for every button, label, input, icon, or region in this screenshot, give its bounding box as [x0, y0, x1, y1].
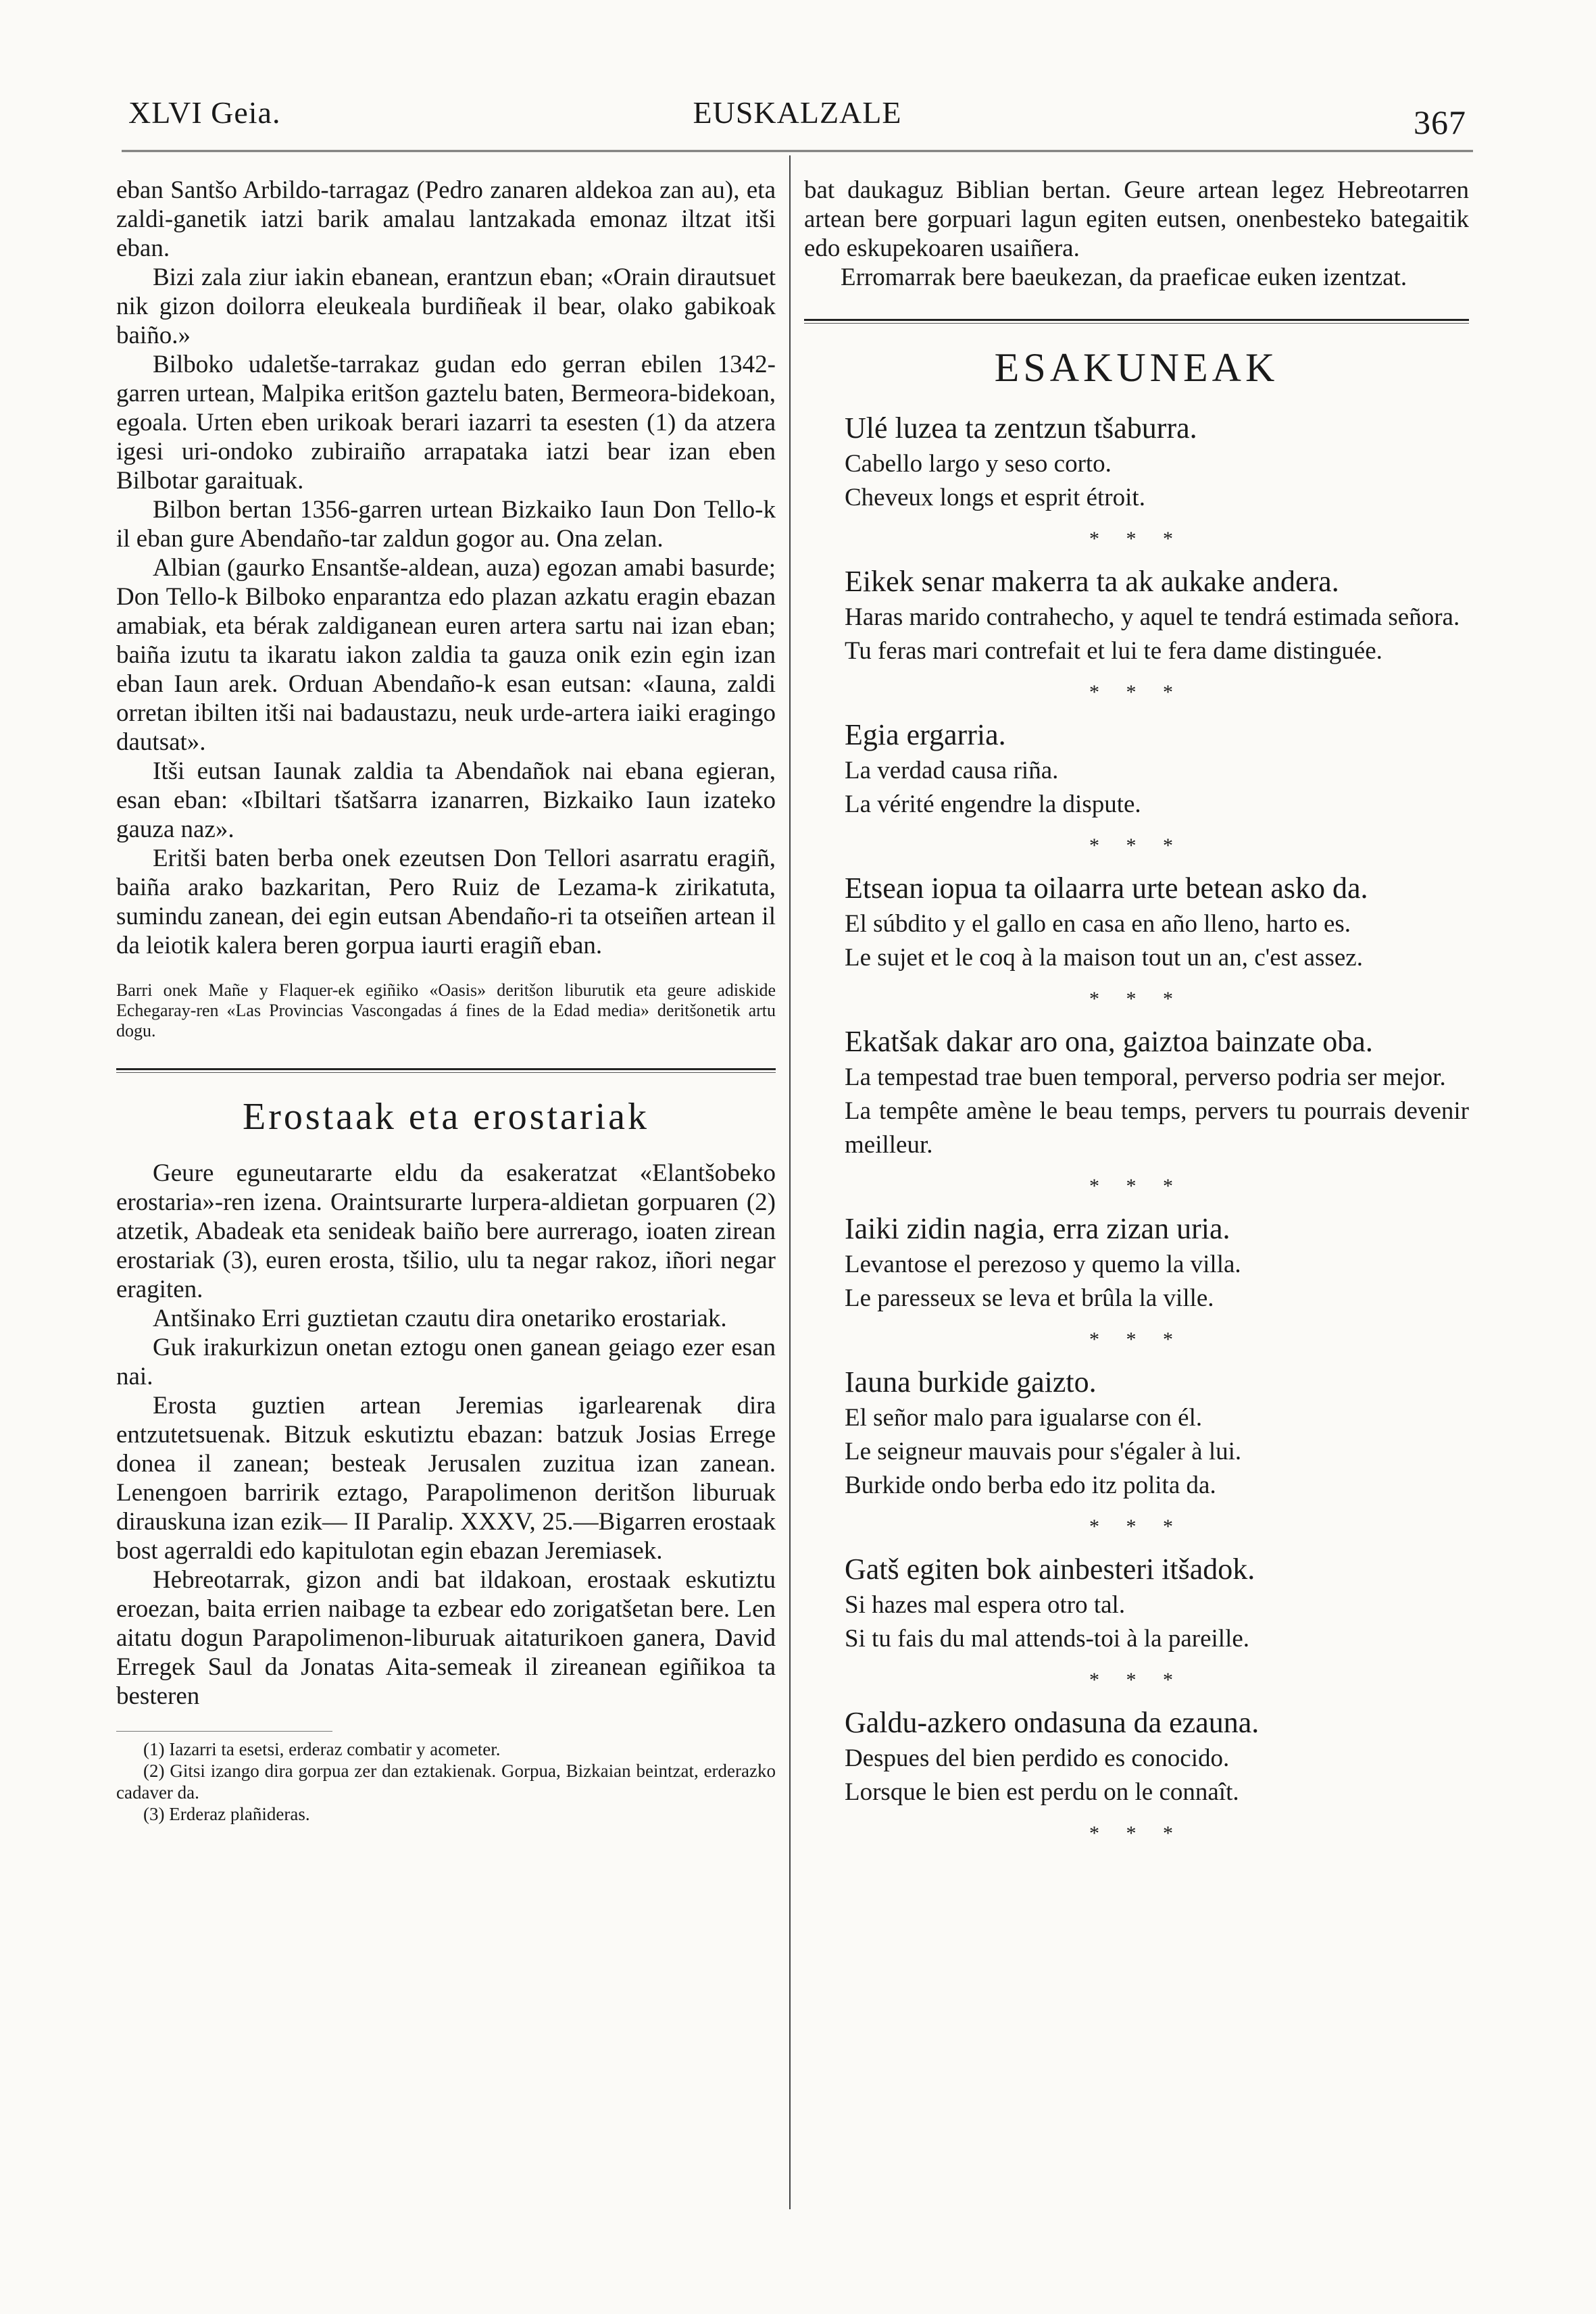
proverb-item — [845, 1551, 1469, 1656]
proverb-basque: Egia ergarria. — [845, 718, 1006, 751]
paragraph: Erosta guztien artean Jeremias igarlearenak dira entzutetsuenak. Bitzuk eskutiztu ebazan: batzuk Josias Errege donea il zanean; besteak Jerusalen zuzitua izan zanean. Lenengoen barririk eztago, Parapolimenon deritšon liburuak dirauskuna izan ezik— II Paralip. XXXV, 25.—Bigarren erostaak bost agerraldi edo kapitulotan egin ebazan Jeremiasek. — [116, 1392, 776, 1565]
footnote-rule — [116, 1731, 332, 1738]
separator-stars: * * * — [1089, 1669, 1184, 1691]
separator-stars: * * * — [1089, 1175, 1184, 1197]
proverb-basque: Iauna burkide gaizto. — [845, 1365, 1097, 1399]
proverb-item — [845, 716, 1469, 822]
footnote: (2) Gitsi izango dira gorpua zer dan eztakienak. Gorpua, Bizkaian beintzat, erderazko cadaver da. — [116, 1761, 776, 1803]
proverb-item — [845, 409, 1469, 515]
header-rule — [122, 150, 1473, 152]
proverb-basque: Etsean iopua ta oilaarra urte betean asko da. — [845, 872, 1368, 905]
proverb-spanish: Levantose el perezoso y quemo la villa. — [845, 1251, 1241, 1278]
separator-stars: * * * — [1089, 528, 1184, 550]
proverb-spanish: Despues del bien perdido es conocido. — [845, 1744, 1230, 1772]
proverb-french: Si tu fais du mal attends-toi à la pareille. — [845, 1625, 1250, 1653]
proverb-basque: Gatš egiten bok ainbesteri itšadok. — [845, 1553, 1255, 1586]
section-rule — [804, 319, 1469, 324]
proverb-spanish: Si hazes mal espera otro tal. — [845, 1591, 1126, 1619]
proverb-basque: Iaiki zidin nagia, erra zizan uria. — [845, 1212, 1230, 1245]
proverb-spanish: Cabello largo y seso corto. — [845, 450, 1112, 478]
right-column — [804, 176, 1469, 1855]
proverb-spanish: Haras marido contrahecho, y aquel te tendrá estimada señora. — [845, 603, 1460, 631]
section-rule — [116, 1068, 776, 1073]
separator-stars: * * * — [1089, 988, 1184, 1010]
paragraph: Bilboko udaletše-tarrakaz gudan edo gerran ebilen 1342-garren urtean, Malpika eritšon gaztelu baten, Bermeora-bidekoan, egoala. Urten eben urikoak berari iazarri ta esesten (1) da atzera igesi uri-ondoko zubiraiño arrapataka iatzi bear izan eben Bilbotar garaituak. — [116, 351, 776, 495]
proverb-french: La vérité engendre la dispute. — [845, 790, 1141, 818]
paragraph: Antšinako Erri guztietan czautu dira onetariko erostariak. — [153, 1305, 727, 1332]
proverb-french: Lorsque le bien est perdu on le connaît. — [845, 1778, 1239, 1806]
proverb-item — [845, 870, 1469, 975]
section-title: Erostaak eta erostariak — [243, 1096, 649, 1138]
separator-stars: * * * — [1089, 1822, 1184, 1844]
paragraph: Itši eutsan Iaunak zaldia ta Abendañok nai ebana egieran, esan eban: «Ibiltari tšatšarra izanarren, Bizkaiko Iaun izateko gauza naz». — [116, 757, 776, 843]
proverb-spanish: El señor malo para igualarse con él. — [845, 1404, 1203, 1432]
left-column — [116, 176, 776, 1825]
separator-stars: * * * — [1089, 681, 1184, 703]
proverb-item — [845, 1023, 1469, 1162]
separator-stars: * * * — [1089, 1328, 1184, 1351]
source-note: Barri onek Mañe y Flaquer-ek egiñiko «Oasis» deritšon liburutik eta geure adiskide Echegaray-ren «Las Provincias Vascongadas á fines de la Edad media» deritšonetik artu dogu. — [116, 980, 776, 1040]
proverb-french: Cheveux longs et esprit étroit. — [845, 484, 1145, 511]
paragraph: bat daukaguz Biblian bertan. Geure artean legez Hebreotarren artean bere gorpuari lagun egiten eutsen, onenbesteko bategaitik edo eskupekoaren usaiñera. — [804, 176, 1469, 262]
section-title: ESAKUNEAK — [994, 345, 1279, 390]
journal-title: EUSKALZALE — [693, 95, 902, 130]
proverb-item — [845, 1363, 1469, 1503]
footnote: (1) Iazarri ta esetsi, erderaz combatir y acometer. — [143, 1739, 501, 1759]
proverb-basque: Ulé luzea ta zentzun tšaburra. — [845, 411, 1197, 445]
footnotes — [116, 1738, 776, 1825]
proverb-french: Le sujet et le coq à la maison tout un an, c'est assez. — [845, 944, 1363, 972]
column-divider — [789, 155, 791, 2209]
proverb-basque: Eikek senar makerra ta ak aukake andera. — [845, 565, 1339, 598]
proverb-basque: Galdu-azkero ondasuna da ezauna. — [845, 1706, 1260, 1739]
proverb-french: La tempête amène le beau temps, pervers tu pourrais devenir meilleur. — [845, 1097, 1469, 1159]
issue-number: XLVI Geia. — [128, 95, 281, 130]
paragraph: Bilbon bertan 1356-garren urtean Bizkaiko Iaun Don Tello-k il eban gure Abendaño-tar zaldun gogor au. Ona zelan. — [116, 496, 776, 553]
proverb-list — [804, 409, 1469, 1848]
paragraph: Bizi zala ziur iakin ebanean, erantzun eban; «Orain dirautsuet nik gizon doilorra eleukeala burdiñeak il bear, olako gabikoak baiño.» — [116, 263, 776, 349]
proverb-note: Burkide ondo berba edo itz polita da. — [845, 1472, 1216, 1499]
proverb-french: Le seigneur mauvais pour s'égaler à lui. — [845, 1438, 1242, 1465]
separator-stars: * * * — [1089, 1515, 1184, 1538]
paragraph: Albian (gaurko Ensantše-aldean, auza) egozan amabi basurde; Don Tello-k Bilboko enparantza edo plazan azkatu eragin ebazan amabiak, eta bérak zaldiganean euren artera sartu nai izan eban; baiña izutu ta ikaratu iakon zaldia ta gauza onik ezin egin izan eban Iaun arek. Orduan Abendaño-k esan eutsan: «Iauna, zaldi orretan ibilten itši nai badaustazu, neuk urde-artera iaiki eragingo dautsat». — [116, 554, 776, 756]
proverb-item — [845, 1704, 1469, 1809]
paragraph: Erromarrak bere baeukezan, da praeficae euken izentzat. — [841, 263, 1407, 291]
proverb-french: Le paresseux se leva et brûla la ville. — [845, 1284, 1214, 1312]
proverb-item — [845, 563, 1469, 668]
paragraph: Guk irakurkizun onetan eztogu onen ganean geiago ezer esan nai. — [116, 1334, 776, 1390]
page-number: 367 — [1414, 103, 1466, 141]
paragraph: Eritši baten berba onek ezeutsen Don Tellori asarratu eragiñ, baiña arako bazkaritan, Pero Ruiz de Lezama-k zirikatuta, sumindu zanean, dei egin eutsan Abendaño-ri ta otseiñen artean il da leiotik kalera beren gorpua iaurti eragiñ eban. — [116, 845, 776, 959]
proverb-french: Tu feras mari contrefait et lui te fera dame distinguée. — [845, 637, 1382, 665]
paragraph: eban Santšo Arbildo-tarragaz (Pedro zanaren aldekoa zan au), eta zaldi-ganetik iatzi barik amalau lantzakada emonaz iltzat itši eban. — [116, 176, 776, 262]
proverb-basque: Ekatšak dakar aro ona, gaiztoa bainzate oba. — [845, 1025, 1373, 1058]
proverb-spanish: El súbdito y el gallo en casa en año lleno, harto es. — [845, 910, 1351, 938]
separator-stars: * * * — [1089, 834, 1184, 857]
proverb-spanish: La verdad causa riña. — [845, 757, 1059, 784]
paragraph: Geure eguneutararte eldu da esakeratzat «Elantšobeko erostaria»-ren izena. Oraintsurarte lurpera-aldietan gorpuaren (2) atzetik, Abadeak eta senideak baiño bere aurrerago, ioaten zirean erostariak (3), euren erosta, tšilio, ulu ta negar rakoz, iñori negar eragiten. — [116, 1159, 776, 1303]
paragraph: Hebreotarrak, gizon andi bat ildakoan, erostaak eskutiztu eroezan, baita errien naibage ta ezbear edo zorigatšetan bere. Len aitatu dogun Parapolimenon-liburuak aitaturikoen ganera, David Erregek Saul da Jonatas Aita-semeak il zireanean egiñikoa ta besteren — [116, 1566, 776, 1710]
footnote: (3) Erderaz plañideras. — [143, 1804, 310, 1824]
page-header — [128, 95, 1466, 142]
proverb-item — [845, 1210, 1469, 1315]
proverb-spanish: La tempestad trae buen temporal, perverso podria ser mejor. — [845, 1063, 1446, 1091]
